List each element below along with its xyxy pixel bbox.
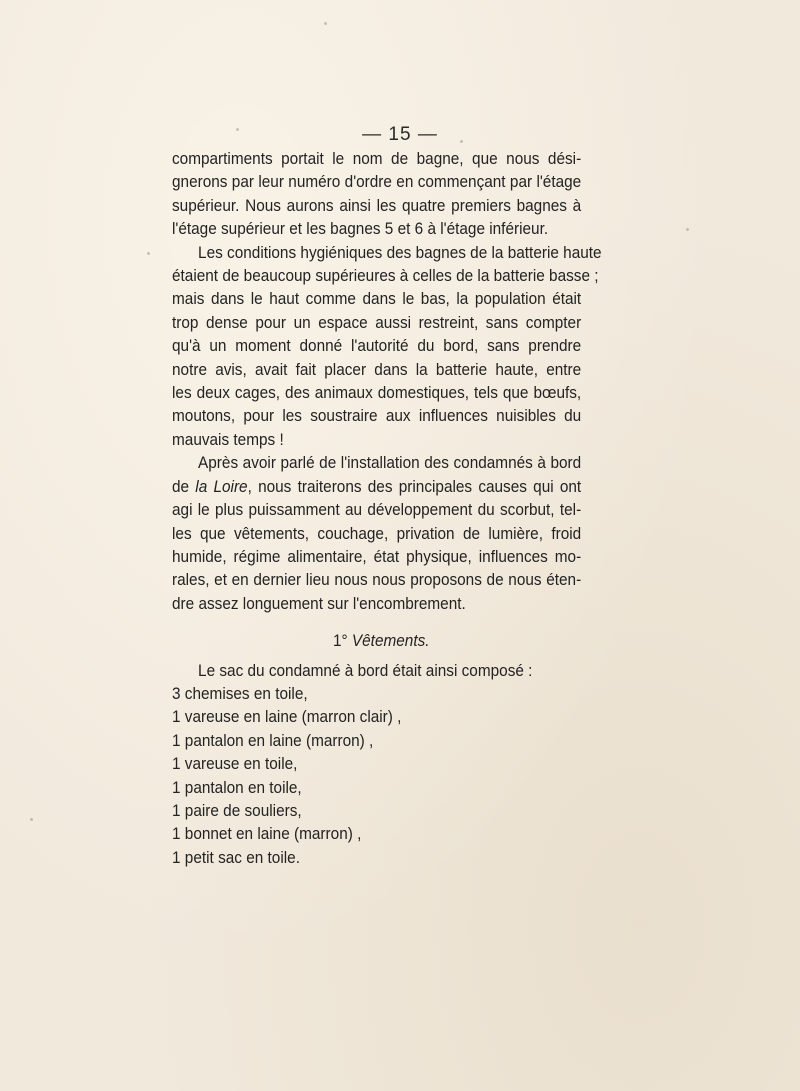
text-line: dre assez longuement sur l'encombrement. — [172, 594, 466, 613]
list-item: 1 paire de souliers, — [172, 801, 302, 820]
text-line: supérieur. Nous aurons ainsi les quatre premiers bagnes à — [172, 196, 582, 215]
text-line: agi le plus puissamment au développement du scorbut, tel- — [172, 501, 582, 520]
text-line: trop dense pour un espace aussi restreint, sans compter — [172, 313, 582, 332]
text-line: moutons, pour les soustraire aux influences nuisibles du — [172, 407, 582, 426]
section-number: 1° — [332, 632, 348, 651]
text-line: Après avoir parlé de l'installation des condamnés à bord — [198, 454, 582, 473]
paragraph — [172, 148, 581, 242]
list-item: 3 chemises en toile, — [172, 684, 308, 703]
page-number: — 15 — — [362, 124, 438, 145]
text-line: rales, et en dernier lieu nous nous proposons de nous éten- — [172, 571, 582, 590]
text-line: mauvais temps ! — [172, 430, 284, 449]
paragraph — [172, 452, 581, 616]
body-text — [172, 148, 602, 870]
list-item: 1 vareuse en toile, — [172, 755, 298, 774]
list-intro: Le sac du condamné à bord était ainsi composé : — [198, 661, 533, 680]
text-line: compartiments portait le nom de bagne, que nous dési- — [172, 150, 582, 168]
text-line: Les conditions hygiéniques des bagnes de la batterie haute — [198, 243, 602, 262]
text-line: les deux cages, des animaux domestiques, tels que bœufs, — [172, 384, 582, 403]
section-title: Vêtements. — [351, 632, 430, 651]
text-line: gnerons par leur numéro d'ordre en commençant par l'étage — [172, 173, 582, 192]
text-line: humide, régime alimentaire, état physique, influences mo- — [172, 547, 582, 566]
item-list — [172, 683, 581, 870]
list-item: 1 vareuse en laine (marron clair) , — [172, 708, 402, 727]
list-item: 1 petit sac en toile. — [172, 848, 300, 867]
paragraph — [172, 242, 602, 453]
list-item: 1 pantalon en toile, — [172, 778, 302, 797]
ship-name: la Loire — [195, 477, 248, 496]
list-item: 1 pantalon en laine (marron) , — [172, 731, 374, 750]
text-line: mais dans le haut comme dans le bas, la population était — [172, 290, 582, 309]
section-heading — [172, 630, 581, 653]
text-line: qu'à un moment donné l'autorité du bord, sans prendre — [172, 337, 582, 356]
text-line: étaient de beaucoup supérieures à celles de la batterie basse ; — [172, 267, 599, 286]
text-line: de la Loire, nous traiterons des principales causes qui ont — [172, 477, 582, 496]
list-item: 1 bonnet en laine (marron) , — [172, 825, 362, 844]
text-line: notre avis, avait fait placer dans la batterie haute, entre — [172, 360, 582, 379]
text-line: les que vêtements, couchage, privation de lumière, froid — [172, 524, 582, 543]
text-line: l'étage supérieur et les bagnes 5 et 6 à l'étage inférieur. — [172, 220, 549, 239]
